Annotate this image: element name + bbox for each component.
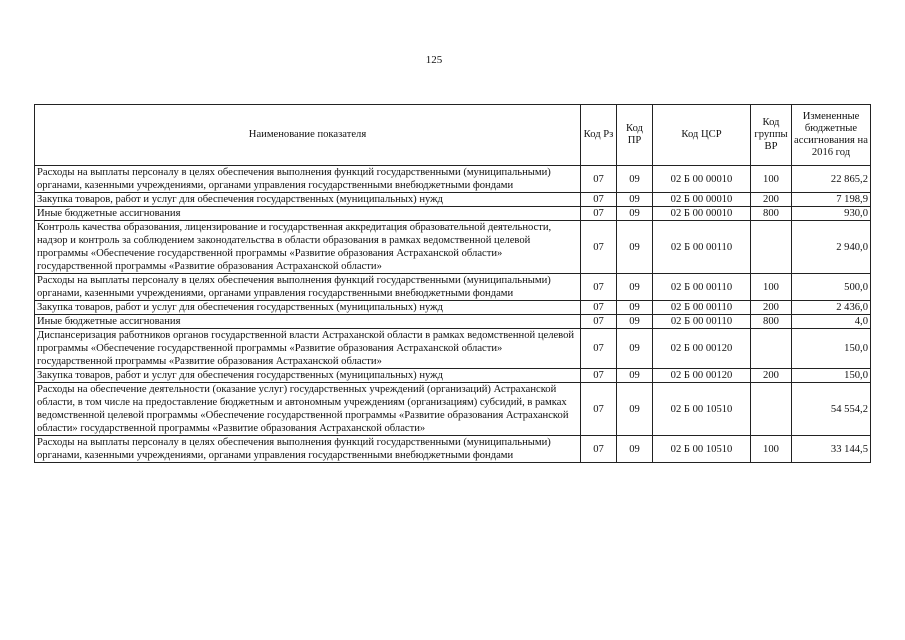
cell-amount: 150,0 bbox=[792, 329, 871, 369]
cell-pr: 09 bbox=[617, 166, 653, 193]
cell-amount: 500,0 bbox=[792, 274, 871, 301]
cell-vr bbox=[751, 329, 792, 369]
cell-amount: 930,0 bbox=[792, 207, 871, 221]
budget-table bbox=[34, 104, 871, 463]
table-row bbox=[35, 369, 871, 383]
table-header-row bbox=[35, 105, 871, 166]
cell-name: Диспансеризация работников органов государственной власти Астраханской области в рамках ведомственной целевой программы «Обеспечение государственной программы «Развитие образования Астраханской области» государственной программы «Развитие образования Астраханской области» bbox=[35, 329, 581, 369]
table-row bbox=[35, 315, 871, 329]
cell-vr: 200 bbox=[751, 301, 792, 315]
cell-amount: 2 436,0 bbox=[792, 301, 871, 315]
cell-name: Контроль качества образования, лицензирование и государственная аккредитация образовательной деятельности, надзор и контроль за соблюдением законодательства в области образования в рамках ведомственной целевой программы «Обеспечение государственной программы «Развитие образования Астраханской области» государственной программы «Развитие образования Астраханской области» bbox=[35, 221, 581, 274]
cell-rz: 07 bbox=[581, 221, 617, 274]
cell-name: Закупка товаров, работ и услуг для обеспечения государственных (муниципальных) нужд bbox=[35, 193, 581, 207]
header-pr: Код ПР bbox=[617, 105, 653, 166]
table-row bbox=[35, 207, 871, 221]
cell-amount: 22 865,2 bbox=[792, 166, 871, 193]
cell-rz: 07 bbox=[581, 207, 617, 221]
cell-pr: 09 bbox=[617, 274, 653, 301]
cell-vr: 100 bbox=[751, 274, 792, 301]
cell-csr: 02 Б 00 00110 bbox=[653, 301, 751, 315]
cell-rz: 07 bbox=[581, 301, 617, 315]
cell-csr: 02 Б 00 00120 bbox=[653, 329, 751, 369]
cell-vr: 200 bbox=[751, 369, 792, 383]
header-vr: Код группы ВР bbox=[751, 105, 792, 166]
header-rz: Код Рз bbox=[581, 105, 617, 166]
cell-name: Иные бюджетные ассигнования bbox=[35, 315, 581, 329]
cell-rz: 07 bbox=[581, 383, 617, 436]
cell-pr: 09 bbox=[617, 315, 653, 329]
table-row bbox=[35, 274, 871, 301]
cell-amount: 54 554,2 bbox=[792, 383, 871, 436]
cell-name: Закупка товаров, работ и услуг для обеспечения государственных (муниципальных) нужд bbox=[35, 301, 581, 315]
table-row bbox=[35, 383, 871, 436]
cell-rz: 07 bbox=[581, 329, 617, 369]
cell-amount: 33 144,5 bbox=[792, 436, 871, 463]
table-row bbox=[35, 166, 871, 193]
cell-rz: 07 bbox=[581, 274, 617, 301]
table-row bbox=[35, 329, 871, 369]
cell-vr: 800 bbox=[751, 315, 792, 329]
cell-amount: 7 198,9 bbox=[792, 193, 871, 207]
cell-name: Расходы на обеспечение деятельности (оказание услуг) государственных учреждений (организаций) Астраханской области, в том числе на предоставление бюджетным и автономным учреждениям (организациям) субсидий, в рамках ведомственной целевой программы «Обеспечение государственной программы «Развитие образования Астраханской области» государственной программы «Развитие образования Астраханской области» bbox=[35, 383, 581, 436]
table-row bbox=[35, 436, 871, 463]
cell-amount: 2 940,0 bbox=[792, 221, 871, 274]
table-row bbox=[35, 193, 871, 207]
table-row bbox=[35, 221, 871, 274]
cell-name: Расходы на выплаты персоналу в целях обеспечения выполнения функций государственными (муниципальными) органами, казенными учреждениями, органами управления государственными внебюджетными фондами bbox=[35, 274, 581, 301]
cell-pr: 09 bbox=[617, 369, 653, 383]
cell-pr: 09 bbox=[617, 301, 653, 315]
cell-csr: 02 Б 00 10510 bbox=[653, 383, 751, 436]
cell-name: Расходы на выплаты персоналу в целях обеспечения выполнения функций государственными (муниципальными) органами, казенными учреждениями, органами управления государственными внебюджетными фондами bbox=[35, 166, 581, 193]
cell-vr bbox=[751, 383, 792, 436]
cell-name: Расходы на выплаты персоналу в целях обеспечения выполнения функций государственными (муниципальными) органами, казенными учреждениями, органами управления государственными внебюджетными фондами bbox=[35, 436, 581, 463]
cell-pr: 09 bbox=[617, 221, 653, 274]
cell-amount: 150,0 bbox=[792, 369, 871, 383]
cell-csr: 02 Б 00 00010 bbox=[653, 193, 751, 207]
table-row bbox=[35, 301, 871, 315]
cell-pr: 09 bbox=[617, 207, 653, 221]
cell-vr: 200 bbox=[751, 193, 792, 207]
cell-csr: 02 Б 00 00110 bbox=[653, 221, 751, 274]
cell-rz: 07 bbox=[581, 166, 617, 193]
cell-vr: 100 bbox=[751, 166, 792, 193]
cell-pr: 09 bbox=[617, 436, 653, 463]
table-body bbox=[35, 166, 871, 463]
cell-vr: 800 bbox=[751, 207, 792, 221]
cell-rz: 07 bbox=[581, 315, 617, 329]
cell-rz: 07 bbox=[581, 436, 617, 463]
cell-amount: 4,0 bbox=[792, 315, 871, 329]
cell-csr: 02 Б 00 00110 bbox=[653, 274, 751, 301]
cell-csr: 02 Б 00 00120 bbox=[653, 369, 751, 383]
header-csr: Код ЦСР bbox=[653, 105, 751, 166]
cell-pr: 09 bbox=[617, 329, 653, 369]
cell-rz: 07 bbox=[581, 193, 617, 207]
header-amount: Измененные бюджетные ассигнования на 2016 год bbox=[792, 105, 871, 166]
cell-pr: 09 bbox=[617, 193, 653, 207]
cell-csr: 02 Б 00 00010 bbox=[653, 166, 751, 193]
page-number: 125 bbox=[425, 54, 443, 66]
cell-csr: 02 Б 00 10510 bbox=[653, 436, 751, 463]
cell-name: Закупка товаров, работ и услуг для обеспечения государственных (муниципальных) нужд bbox=[35, 369, 581, 383]
cell-rz: 07 bbox=[581, 369, 617, 383]
cell-vr bbox=[751, 221, 792, 274]
cell-name: Иные бюджетные ассигнования bbox=[35, 207, 581, 221]
cell-csr: 02 Б 00 00010 bbox=[653, 207, 751, 221]
cell-csr: 02 Б 00 00110 bbox=[653, 315, 751, 329]
cell-vr: 100 bbox=[751, 436, 792, 463]
cell-pr: 09 bbox=[617, 383, 653, 436]
header-name: Наименование показателя bbox=[35, 105, 581, 166]
